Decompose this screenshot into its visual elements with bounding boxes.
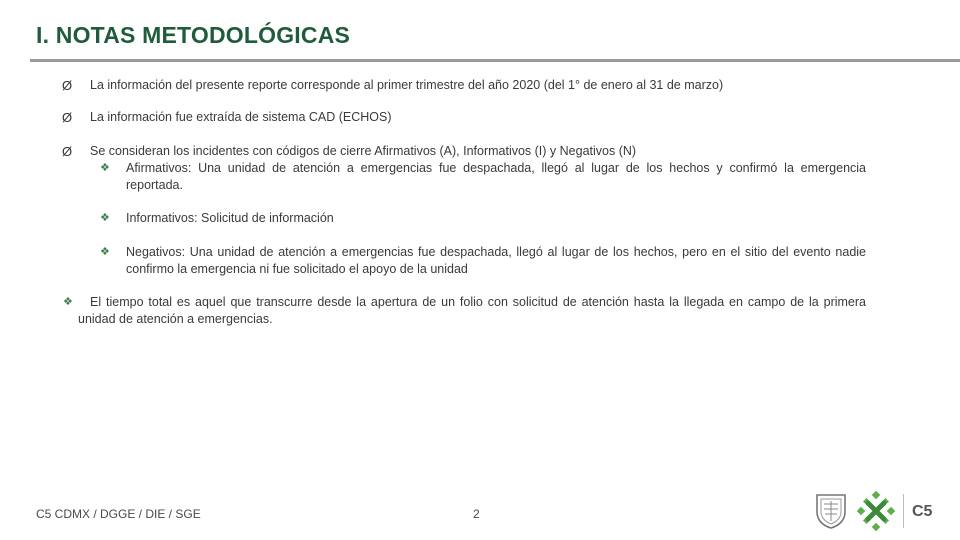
title-rule [30,59,960,62]
bullet-text-3: Se consideran los incidentes con códigos de cierre Afirmativos (A), Informativos (I) y Negativos (N) [90,144,637,158]
shield-logo-icon [814,492,848,530]
c5-logo-text: C5 [912,503,933,520]
bullet-text-1: La información del presente reporte corresponde al primer trimestre del año 2020 (del 1° de enero al 31 de marzo) [90,78,724,92]
sub-bullet-negativos: Negativos: Una unidad de atención a emergencias fue despachada, llegó al lugar de los hechos, pero en el sitio del evento nadie confirmo la emergencia ni fue solicitado el apoyo de la unidad [126,245,866,276]
diamond-bullet-icon: ❖ [100,162,110,174]
arrow-bullet-icon: Ø [62,78,73,93]
arrow-bullet-icon: Ø [62,144,73,159]
bullet-text-2: La información fue extraída de sistema CAD (ECHOS) [90,110,392,124]
page-number: 2 [473,507,480,521]
diamond-bullet-icon: ❖ [100,246,110,258]
sub-bullet-informativos: Informativos: Solicitud de información [126,211,334,225]
sub-bullet-afirmativos: Afirmativos: Una unidad de atención a emergencias fue despachada, llegó al lugar de los hechos y confirmó la emergencia reportada. [126,161,866,192]
bullet-text-4: El tiempo total es aquel que transcurre desde la apertura de un folio con solicitud de atención hasta la llegada en campo de la primera unidad de atención a emergencias. [78,295,866,326]
logo-separator [903,494,904,528]
diamond-bullet-icon: ❖ [100,212,110,224]
page-title: I. NOTAS METODOLÓGICAS [36,22,351,48]
arrow-bullet-icon: Ø [62,110,73,125]
diamond-bullet-icon: ❖ [63,296,73,308]
footer-org: C5 CDMX / DGGE / DIE / SGE [36,507,201,521]
cdmx-logo-icon [856,490,896,532]
